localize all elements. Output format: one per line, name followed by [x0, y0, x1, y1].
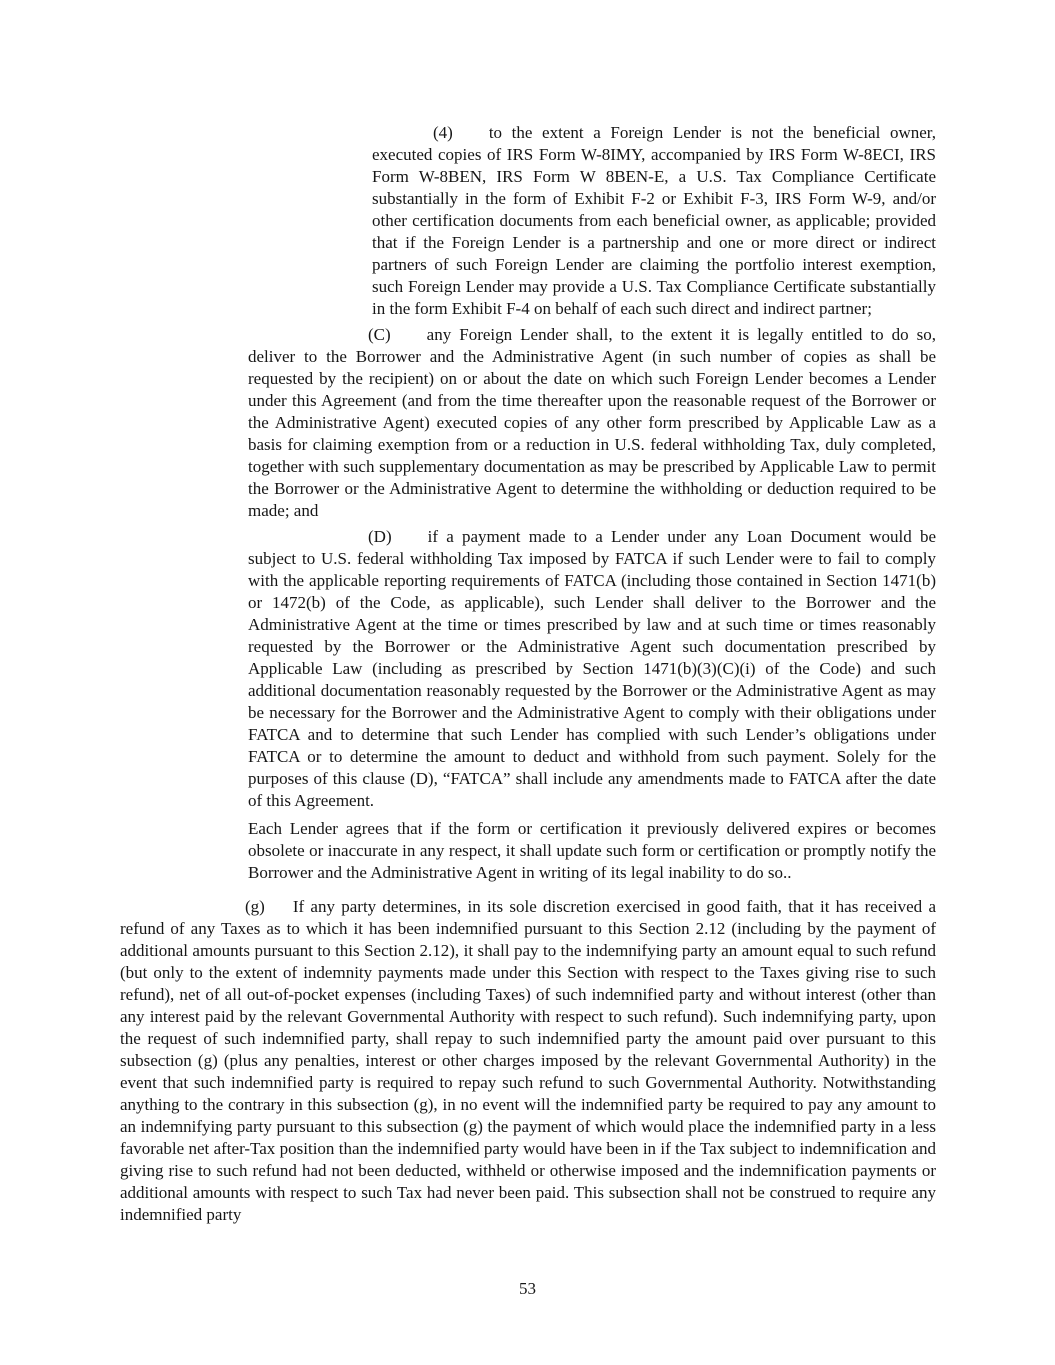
- paragraph-clause-C: [248, 324, 936, 522]
- page-footer: [0, 1278, 1055, 1300]
- paragraph-clause-D: [248, 526, 936, 812]
- clause-D-label: (D): [368, 527, 392, 546]
- paragraph-each-lender: [248, 818, 936, 884]
- clause-4-label: (4): [433, 123, 453, 142]
- clause-4-text: to the extent a Foreign Lender is not the beneficial owner, executed copies of IRS Form W-8IMY, accompanied by IRS Form W-8ECI, IRS Form W-8BEN, IRS Form W 8BEN-E, a U.S. Tax Compliance Certificate substantially in the form of Exhibit F-2 or Exhibit F-3, IRS Form W-9, and/or other certification documents from each beneficial owner, as applicable; provided that if the Foreign Lender is a partnership and one or more direct or indirect partners of such Foreign Lender are claiming the portfolio interest exemption, such Foreign Lender may provide a U.S. Tax Compliance Certificate substantially in the form Exhibit F-4 on behalf of each such direct and indirect partner;: [372, 123, 936, 318]
- clause-g-label: (g): [245, 897, 265, 916]
- clause-C-text: any Foreign Lender shall, to the extent it is legally entitled to do so, deliver to the Borrower and the Administrative Agent (in such number of copies as shall be requested by the recipient) on or about the date on which such Foreign Lender becomes a Lender under this Agreement (and from the time thereafter upon the reasonable request of the Borrower or the Administrative Agent) executed copies of any other form prescribed by Applicable Law as a basis for claiming exemption from or a reduction in U.S. federal withholding Tax, duly completed, together with such supplementary documentation as may be prescribed by Applicable Law to permit the Borrower or the Administrative Agent to determine the withholding or deduction required to be made; and: [248, 325, 936, 520]
- page-number: 53: [519, 1279, 536, 1298]
- clause-C-label: (C): [368, 325, 391, 344]
- paragraph-clause-g: [120, 896, 936, 1226]
- clause-g-text: If any party determines, in its sole discretion exercised in good faith, that it has received a refund of any Taxes as to which it has been indemnified pursuant to this Section 2.12 (including by the payment of additional amounts pursuant to this Section 2.12), it shall pay to the indemnifying party an amount equal to such refund (but only to the extent of indemnity payments made under this Section with respect to the Taxes giving rise to such refund), net of all out-of-pocket expenses (including Taxes) of such indemnified party and without interest (other than any interest paid by the relevant Governmental Authority with respect to such refund). Such indemnifying party, upon the request of such indemnified party, shall repay to such indemnified party the amount paid over pursuant to this subsection (g) (plus any penalties, interest or other charges imposed by the relevant Governmental Authority) in the event that such indemnified party is required to repay such refund to such Governmental Authority. Notwithstanding anything to the contrary in this subsection (g), in no event will the indemnified party be required to pay any amount to an indemnifying party pursuant to this subsection (g) the payment of which would place the indemnified party in a less favorable net after-Tax position than the indemnified party would have been in if the Tax subject to indemnification and giving rise to such refund had not been deducted, withheld or otherwise imposed and the indemnification payments or additional amounts with respect to such Tax had never been paid. This subsection shall not be construed to require any indemnified party: [120, 897, 936, 1224]
- clause-D-text: if a payment made to a Lender under any Loan Document would be subject to U.S. federal withholding Tax imposed by FATCA if such Lender were to fail to comply with the applicable reporting requirements of FATCA (including those contained in Section 1471(b) or 1472(b) of the Code, as applicable), such Lender shall deliver to the Borrower and the Administrative Agent at the time or times prescribed by law and at such time or times reasonably requested by the Borrower or the Administrative Agent such documentation prescribed by Applicable Law (including as prescribed by Section 1471(b)(3)(C)(i) of the Code) and such additional documentation reasonably requested by the Borrower or the Administrative Agent as may be necessary for the Borrower and the Administrative Agent to comply with their obligations under FATCA and to determine that such Lender has complied with such Lender’s obligations under FATCA or to determine the amount to deduct and withhold from such payment. Solely for the purposes of this clause (D), “FATCA” shall include any amendments made to FATCA after the date of this Agreement.: [248, 527, 936, 810]
- each-lender-text: Each Lender agrees that if the form or certification it previously delivered expires or becomes obsolete or inaccurate in any respect, it shall update such form or certification or promptly notify the Borrower and the Administrative Agent in writing of its legal inability to do so..: [248, 819, 936, 882]
- paragraph-clause-4: [372, 122, 936, 320]
